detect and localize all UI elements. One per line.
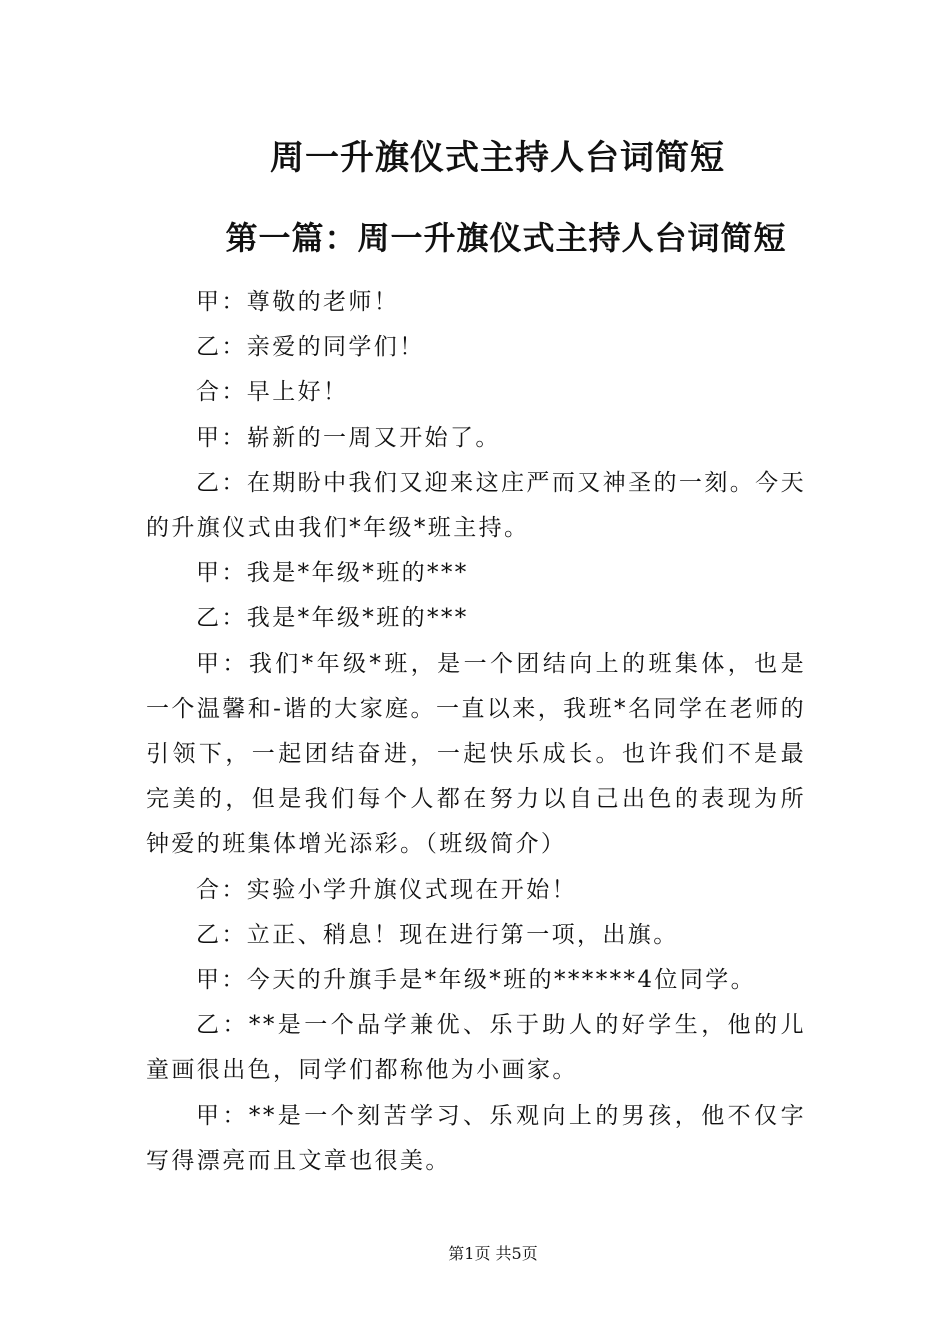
paragraph: 乙：我是*年级*班的*** <box>196 605 469 632</box>
paragraph: 甲：我是*年级*班的*** <box>196 560 469 587</box>
paragraph: 甲：**是一个刻苦学习、乐观向上的男孩，他不仅字写得漂亮而且文章也很美。 <box>146 1102 806 1174</box>
document-title: 周一升旗仪式主持人台词简短 <box>270 138 725 178</box>
paragraph: 乙：**是一个品学兼优、乐于助人的好学生，他的儿童画很出色，同学们都称他为小画家。 <box>146 1012 806 1084</box>
section-title: 第一篇：周一升旗仪式主持人台词简短 <box>225 219 787 257</box>
page-footer: 第1页 共5页 <box>448 1244 538 1263</box>
paragraph: 甲：我们*年级*班，是一个团结向上的班集体，也是一个温馨和-谐的大家庭。一直以来，我班*名同学在老师的引领下，一起团结奋进，一起快乐成长。也许我们不是最完美的，但是我们每个人都在努力以自己出色的表现为所钟爱的班集体增光添彩。（班级简介） <box>146 650 806 858</box>
paragraph: 乙：亲爱的同学们！ <box>196 334 425 361</box>
paragraph: 乙：立正、稍息！现在进行第一项，出旗。 <box>196 921 679 948</box>
paragraph: 甲：崭新的一周又开始了。 <box>196 424 501 451</box>
paragraph: 甲：尊敬的老师！ <box>196 289 400 315</box>
paragraph: 乙：在期盼中我们又迎来这庄严而又神圣的一刻。今天的升旗仪式由我们*年级*班主持。 <box>146 469 806 542</box>
paragraph: 合：早上好！ <box>196 379 349 406</box>
paragraph: 合：实验小学升旗仪式现在开始！ <box>196 876 577 903</box>
document-body <box>146 280 806 1184</box>
paragraph: 甲：今天的升旗手是*年级*班的******4位同学。 <box>196 967 757 994</box>
